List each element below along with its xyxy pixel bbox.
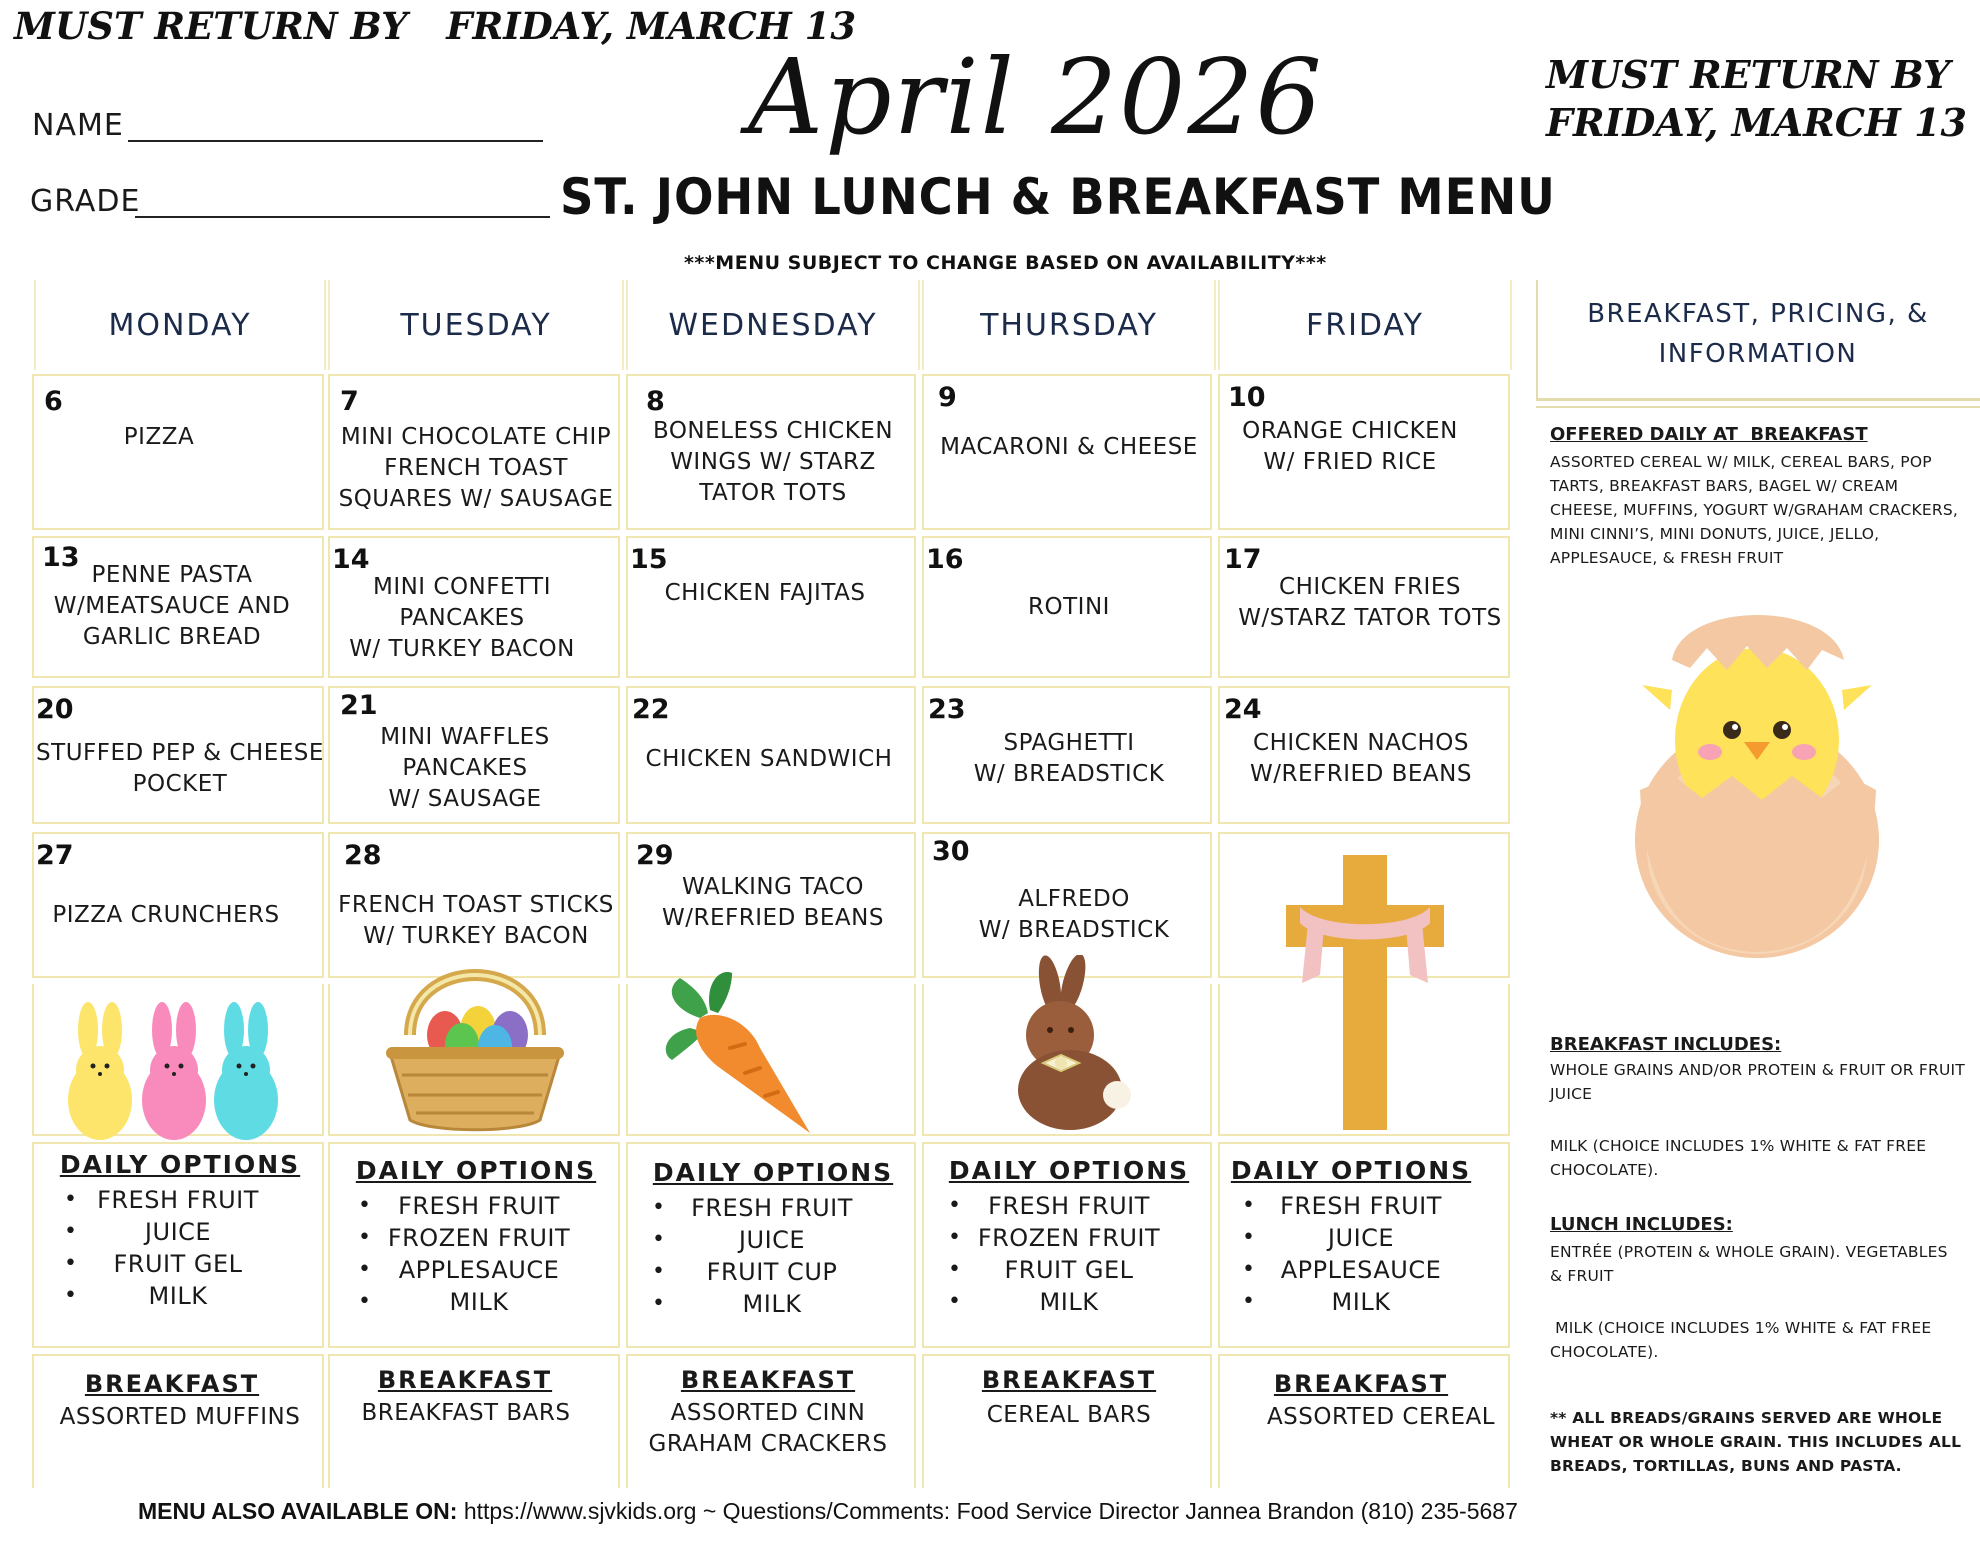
footer-text[interactable]: https://www.sjvkids.org ~ Questions/Comments: Food Service Director Jannea Brandon (810) 235-5687 — [463, 1498, 1518, 1524]
list-item: • JUICE — [64, 1218, 212, 1246]
menu-cell — [1218, 374, 1510, 530]
breakfast-title: BREAKFAST — [1273, 1370, 1449, 1398]
availability-notice: ***MENU SUBJECT TO CHANGE BASED ON AVAILABILITY*** — [684, 252, 1327, 274]
breakfast-item: ASSORTED MUFFINS — [59, 1404, 301, 1430]
daily-options-title: DAILY OPTIONS — [355, 1156, 597, 1185]
daily-options-title: DAILY OPTIONS — [652, 1158, 894, 1187]
date-number: 28 — [344, 840, 382, 871]
sidebar-header: BREAKFAST, PRICING, & INFORMATION — [1587, 299, 1929, 369]
daily-options-list — [1242, 1190, 1476, 1318]
meal-text: CHICKEN SANDWICH — [645, 746, 893, 772]
meal-text: CHICKEN FAJITAS — [664, 580, 866, 606]
return-notice-right-2: FRIDAY, MARCH 13 — [1546, 100, 1967, 145]
menu-cell — [328, 374, 620, 530]
meal-text: MINI CHOCOLATE CHIP FRENCH TOAST SQUARES W/ SAUSAGE — [338, 424, 614, 512]
daily-options-title: DAILY OPTIONS — [1230, 1156, 1472, 1185]
date-number: 22 — [632, 694, 670, 725]
list-item: • JUICE — [652, 1226, 806, 1254]
chocolate-bunny-icon — [995, 955, 1145, 1130]
breakfast-milk-text: MILK (CHOICE INCLUDES 1% WHITE & FAT FREE CHOCOLATE). — [1550, 1137, 1927, 1179]
menu-cell — [32, 832, 324, 978]
menu-cell — [1218, 686, 1510, 824]
chick-in-egg-icon — [1612, 590, 1902, 960]
meal-text: ALFREDO W/ BREADSTICK — [978, 886, 1170, 943]
menu-title: ST. JOHN LUNCH & BREAKFAST MENU — [560, 168, 1556, 226]
meal-text: PIZZA CRUNCHERS — [52, 902, 280, 928]
meal-text: WALKING TACO W/REFRIED BEANS — [662, 874, 884, 931]
breakfast-title: BREAKFAST — [84, 1370, 260, 1398]
menu-cell — [626, 536, 916, 678]
list-item: • FROZEN FRUIT — [358, 1224, 571, 1252]
meal-text: PENNE PASTA W/MEATSAUCE AND GARLIC BREAD — [53, 562, 291, 650]
list-item: • FRUIT GEL — [948, 1256, 1134, 1284]
list-item: • MILK — [652, 1290, 802, 1318]
daily-options-list — [652, 1192, 888, 1320]
day-header-monday: MONDAY — [34, 280, 326, 370]
return-notice-top: MUST RETURN BY FRIDAY, MARCH 13 — [14, 4, 857, 48]
date-number: 23 — [928, 694, 966, 725]
meal-text: MINI CONFETTI PANCAKES W/ TURKEY BACON — [349, 574, 575, 662]
menu-cell — [32, 536, 324, 678]
date-number: 27 — [36, 840, 74, 871]
list-item: • FRESH FRUIT — [64, 1186, 259, 1214]
list-item: • FRUIT GEL — [64, 1250, 243, 1278]
date-number: 7 — [340, 386, 359, 417]
breakfast-item: ASSORTED CEREAL — [1266, 1404, 1496, 1430]
day-header-thursday: THURSDAY — [922, 280, 1216, 370]
carrot-icon — [660, 968, 820, 1138]
lunch-includes-text: ENTRÉE (PROTEIN & WHOLE GRAIN). VEGETABLES & FRUIT — [1550, 1243, 1948, 1285]
breakfast-title: BREAKFAST — [981, 1366, 1157, 1394]
grade-field[interactable] — [135, 216, 550, 218]
breakfast-includes-title: BREAKFAST INCLUDES: — [1550, 1034, 1782, 1055]
list-item: • APPLESAUCE — [358, 1256, 560, 1284]
date-number: 10 — [1228, 382, 1266, 413]
return-notice-right-1: MUST RETURN BY — [1546, 52, 1951, 97]
breakfast-title: BREAKFAST — [680, 1366, 856, 1394]
whole-grain-note: ** ALL BREADS/GRAINS SERVED ARE WHOLE WHEAT OR WHOLE GRAIN. THIS INCLUDES ALL BREADS, TORTILLAS, BUNS AND PASTA. — [1550, 1409, 1962, 1475]
list-item: • FRESH FRUIT — [1242, 1192, 1442, 1220]
menu-cell — [328, 686, 620, 824]
date-number: 30 — [932, 836, 970, 867]
menu-cell — [328, 536, 620, 678]
breakfast-cell — [922, 1354, 1212, 1488]
meal-text: ROTINI — [1028, 594, 1110, 620]
meal-text: MACARONI & CHEESE — [940, 434, 1198, 460]
date-number: 16 — [926, 544, 964, 575]
list-item: • FRESH FRUIT — [652, 1194, 853, 1222]
breakfast-cell — [32, 1354, 324, 1488]
options-cell — [328, 1142, 620, 1348]
date-number: 9 — [938, 382, 957, 413]
list-item: • MILK — [64, 1282, 208, 1310]
list-item: • FRESH FRUIT — [358, 1192, 560, 1220]
list-item: • FROZEN FRUIT — [948, 1224, 1161, 1252]
date-number: 13 — [42, 542, 80, 573]
meal-text: PIZZA — [123, 424, 195, 450]
breakfast-cell — [328, 1354, 620, 1488]
date-number: 21 — [340, 690, 378, 721]
footer — [138, 1498, 1518, 1525]
list-item: • MILK — [1242, 1288, 1391, 1316]
menu-cell — [1218, 536, 1510, 678]
cross-icon — [1280, 855, 1450, 1130]
menu-cell — [626, 686, 916, 824]
meal-text: CHICKEN NACHOS W/REFRIED BEANS — [1250, 730, 1472, 787]
date-number: 29 — [636, 840, 674, 871]
date-number: 6 — [44, 386, 63, 417]
breakfast-cell — [1218, 1354, 1510, 1488]
breakfast-item: BREAKFAST BARS — [361, 1400, 571, 1426]
meal-text: ORANGE CHICKEN W/ FRIED RICE — [1242, 418, 1458, 475]
options-cell — [626, 1142, 916, 1348]
day-header-friday: FRIDAY — [1218, 280, 1512, 370]
breakfast-includes-text: WHOLE GRAINS AND/OR PROTEIN & FRUIT OR FRUIT JUICE — [1550, 1061, 1965, 1103]
grade-label: GRADE — [30, 184, 141, 219]
daily-options-list — [358, 1190, 596, 1318]
peeps-bunnies-icon — [58, 1000, 288, 1140]
options-cell — [922, 1142, 1212, 1348]
offered-daily-text: ASSORTED CEREAL W/ MILK, CEREAL BARS, POP TARTS, BREAKFAST BARS, BAGEL W/ CREAM CHEESE, MUFFINS, YOGURT W/GRAHAM CRACKERS, MINI CINNI’S, MINI DONUTS, JUICE, JELLO, APPLESAUCE, & FRESH FRUIT — [1550, 453, 1959, 567]
date-number: 20 — [36, 694, 74, 725]
footer-label: MENU ALSO AVAILABLE ON: — [138, 1498, 464, 1524]
month-title: April 2026 — [748, 36, 1324, 158]
list-item: • MILK — [948, 1288, 1099, 1316]
breakfast-cell — [626, 1354, 916, 1488]
sidebar-divider-2 — [1536, 406, 1980, 408]
date-number: 8 — [646, 386, 665, 417]
list-item: • FRESH FRUIT — [948, 1192, 1150, 1220]
list-item: • JUICE — [1242, 1224, 1395, 1252]
list-item: • FRUIT CUP — [652, 1258, 838, 1286]
date-number: 24 — [1224, 694, 1262, 725]
menu-cell — [32, 686, 324, 824]
sidebar-divider — [1536, 398, 1980, 401]
list-item: • MILK — [358, 1288, 509, 1316]
name-label: NAME — [32, 108, 124, 143]
meal-text: STUFFED PEP & CHEESE POCKET — [36, 740, 324, 797]
date-number: 17 — [1224, 544, 1262, 575]
options-cell — [1218, 1142, 1510, 1348]
daily-options-title: DAILY OPTIONS — [59, 1150, 301, 1179]
meal-text: SPAGHETTI W/ BREADSTICK — [973, 730, 1165, 787]
easter-basket-icon — [380, 935, 570, 1135]
menu-cell — [922, 686, 1212, 824]
menu-cell — [922, 536, 1212, 678]
day-header-tuesday: TUESDAY — [328, 280, 624, 370]
breakfast-item: ASSORTED CINN GRAHAM CRACKERS — [648, 1400, 888, 1457]
menu-cell — [626, 374, 916, 530]
date-number: 14 — [332, 544, 370, 575]
meal-text: BONELESS CHICKEN WINGS W/ STARZ TATOR TOTS — [652, 418, 894, 506]
breakfast-title: BREAKFAST — [377, 1366, 553, 1394]
meal-text: CHICKEN FRIES W/STARZ TATOR TOTS — [1238, 574, 1502, 631]
lunch-includes-title: LUNCH INCLUDES: — [1550, 1214, 1733, 1235]
menu-cell — [626, 832, 916, 978]
daily-options-list — [948, 1190, 1186, 1318]
day-header-wednesday: WEDNESDAY — [626, 280, 920, 370]
list-item: • APPLESAUCE — [1242, 1256, 1442, 1284]
menu-cell — [922, 374, 1212, 530]
lunch-milk-text: MILK (CHOICE INCLUDES 1% WHITE & FAT FREE CHOCOLATE). — [1550, 1319, 1937, 1361]
breakfast-item: CEREAL BARS — [986, 1402, 1152, 1428]
menu-cell — [32, 374, 324, 530]
meal-text: FRENCH TOAST STICKS W/ TURKEY BACON — [338, 892, 614, 949]
options-cell — [32, 1142, 324, 1348]
date-number: 15 — [630, 544, 668, 575]
meal-text: MINI WAFFLES PANCAKES W/ SAUSAGE — [380, 724, 550, 812]
daily-options-title: DAILY OPTIONS — [948, 1156, 1190, 1185]
offered-daily-title: OFFERED DAILY AT BREAKFAST — [1550, 424, 1868, 445]
name-field[interactable] — [128, 140, 543, 142]
daily-options-list — [64, 1184, 288, 1312]
